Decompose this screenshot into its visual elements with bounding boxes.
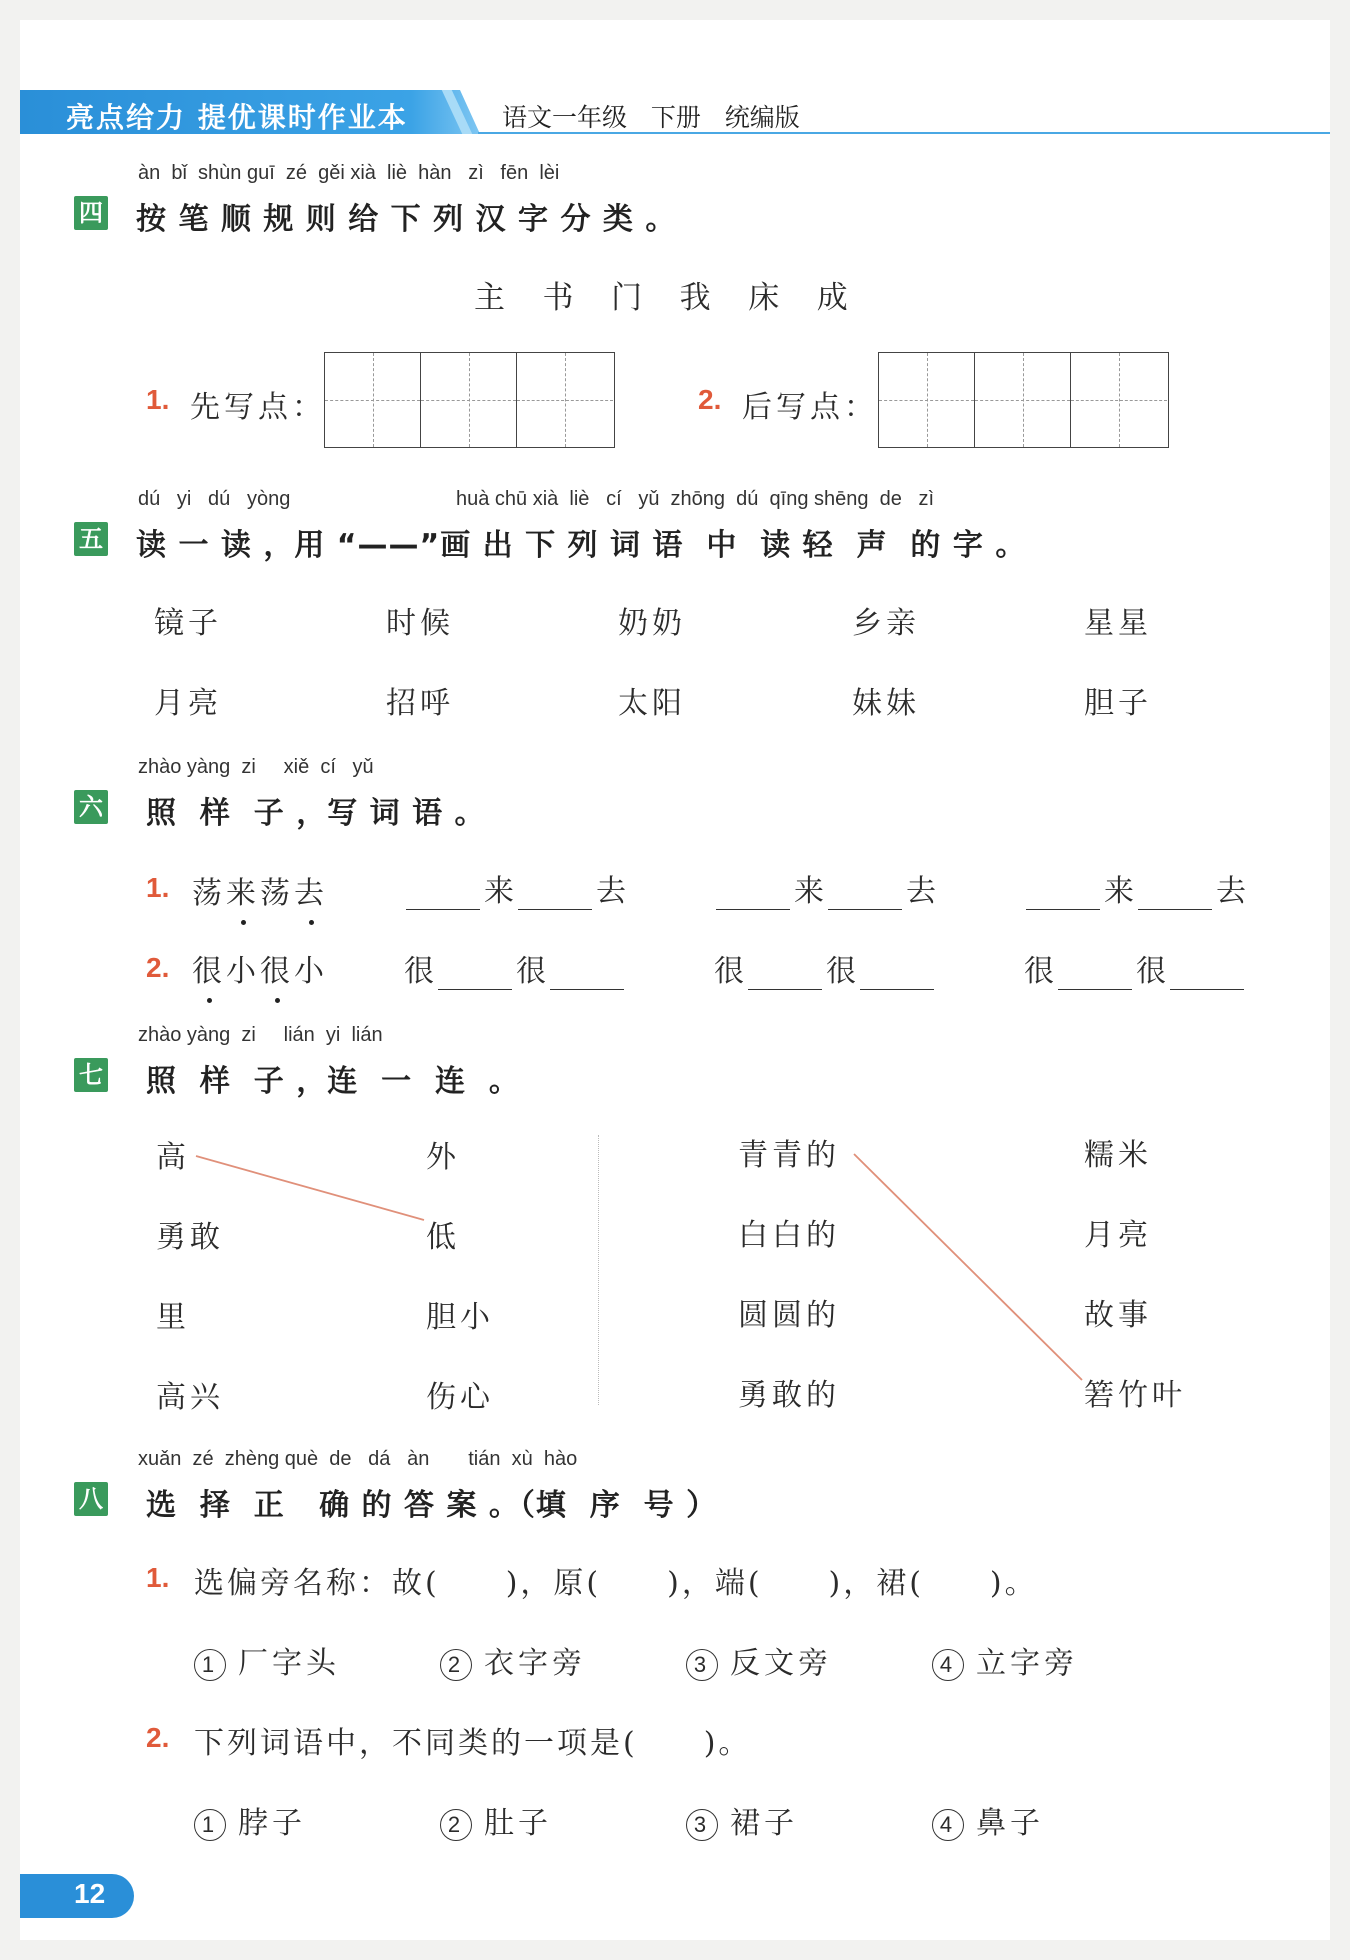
s7-right-item[interactable]: 青青的 [738,1138,840,1173]
volume-label: 下册 [650,103,701,132]
match-line-example [854,1154,1082,1380]
hen-char: 很 [714,954,744,989]
s5-word[interactable]: 妹妹 [852,686,920,721]
s8-heading: 选 择 正 确 的 答 案 。（填 序 号 ） [146,1488,718,1523]
section-4-badge: 四 [74,196,108,230]
s7-left-item[interactable]: 里 [156,1300,190,1335]
qu-char: 去 [596,874,626,909]
s4-q1-label: 先写点： [190,390,326,425]
option-text: 肚子 [484,1806,552,1841]
example-char: 来 [226,876,260,911]
circled-number: 1 [194,1809,226,1841]
s5-pinyin-a: dú yi dú yòng [138,488,291,510]
series-title: 亮点给力 提优课时作业本 [66,101,408,134]
s5-word[interactable]: 太阳 [618,686,686,721]
section-8-badge: 八 [74,1482,108,1516]
subject-label: 语文一年级 [502,103,628,132]
example-char: 很 [192,954,226,989]
s5-pinyin-b: huà chū xià liè cí yǔ zhōng dú qīng shēng de zì [456,488,935,510]
match-line-example [196,1156,424,1220]
s5-word[interactable]: 招呼 [386,686,454,721]
edition-label: 统编版 [724,103,800,132]
s6-pinyin: zhào yàng zi xiě cí yǔ [138,756,374,778]
page-number: 12 [74,1878,106,1909]
s5-heading: 读 一 读 ，用 “——”画 出 下 列 词 语 中 读 轻 声 的 字 。 [136,528,1027,563]
circled-number: 3 [686,1809,718,1841]
option-text: 立字旁 [976,1646,1078,1681]
circled-number: 2 [440,1649,472,1681]
s7-right-target[interactable]: 糯米 [1084,1138,1152,1173]
s8-q2-option [440,1798,552,1842]
lai-char: 来 [794,874,824,909]
s7-left-target[interactable]: 外 [426,1140,460,1175]
s7-pinyin: zhào yàng zi lián yi lián [138,1024,383,1046]
s8-pinyin: xuǎn zé zhèng què de dá àn tián xù hào [138,1448,578,1470]
option-text: 反文旁 [730,1646,832,1681]
hen-char: 很 [1024,954,1054,989]
circled-number: 4 [932,1649,964,1681]
lai-char: 来 [484,874,514,909]
option-text: 脖子 [238,1806,306,1841]
s6-q2-number: 2. [146,952,170,983]
s8-q2-option [194,1798,306,1842]
circled-number: 1 [194,1649,226,1681]
example-char: 荡 [192,876,226,911]
s8-q1-number: 1. [146,1562,170,1593]
example-char: 去 [294,876,328,911]
s7-heading: 照 样 子 ，连 一 连 。 [146,1064,520,1099]
s5-word[interactable]: 胆子 [1084,686,1152,721]
s5-word[interactable]: 乡亲 [852,606,920,641]
s7-right-item[interactable]: 圆圆的 [738,1298,840,1333]
hen-char: 很 [826,954,856,989]
qu-char: 去 [906,874,936,909]
s5-word[interactable]: 镜子 [154,606,222,641]
s7-left-target[interactable]: 胆小 [426,1300,494,1335]
s4-pinyin: àn bǐ shùn guī zé gěi xià liè hàn zì fēn lèi [138,162,560,184]
section-5-badge: 五 [74,522,108,556]
s4-char-list: 主 书 门 我 床 成 [474,280,850,316]
hen-char: 很 [516,954,546,989]
option-text: 裙子 [730,1806,798,1841]
s7-left-target[interactable]: 伤心 [426,1380,494,1415]
s7-right-target[interactable]: 箬竹叶 [1084,1378,1186,1413]
s5-word[interactable]: 月亮 [154,686,222,721]
s8-q2-option [932,1798,1044,1842]
s7-right-item[interactable]: 勇敢的 [738,1378,840,1413]
s4-q2-number: 2. [698,384,722,415]
s7-left-item[interactable]: 高 [156,1140,190,1175]
hen-char: 很 [1136,954,1166,989]
hen-char: 很 [404,954,434,989]
circled-number: 3 [686,1649,718,1681]
section-6-badge: 六 [74,790,108,824]
s7-right-target[interactable]: 故事 [1084,1298,1152,1333]
example-char: 很 [260,954,294,989]
section-7-badge: 七 [74,1058,108,1092]
example-char: 小 [226,954,260,989]
lai-char: 来 [1104,874,1134,909]
s8-q1-question[interactable]: 选偏旁名称：故( )，原( )，端( )，裙( )。 [194,1566,1038,1601]
s8-q1-option [686,1638,832,1682]
s8-q1-option [194,1638,340,1682]
s6-heading: 照 样 子 ，写 词 语 。 [146,796,486,831]
s6-q1-number: 1. [146,872,170,903]
option-text: 厂字头 [238,1646,340,1681]
s4-heading: 按 笔 顺 规 则 给 下 列 汉 字 分 类 。 [136,202,677,237]
s7-left-item[interactable]: 勇敢 [156,1220,224,1255]
s4-q2-label: 后写点： [742,390,878,425]
example-char: 荡 [260,876,294,911]
s8-q2-question[interactable]: 下列词语中，不同类的一项是( )。 [194,1726,752,1761]
circled-number: 4 [932,1809,964,1841]
s5-word[interactable]: 奶奶 [618,606,686,641]
qu-char: 去 [1216,874,1246,909]
s8-q2-option [686,1798,798,1842]
s5-word[interactable]: 星星 [1084,606,1152,641]
s8-q2-number: 2. [146,1722,170,1753]
option-text: 衣字旁 [484,1646,586,1681]
s4-q1-number: 1. [146,384,170,415]
s8-q1-option [932,1638,1078,1682]
s7-left-item[interactable]: 高兴 [156,1380,224,1415]
example-char: 小 [294,954,328,989]
s7-right-target[interactable]: 月亮 [1084,1218,1152,1253]
s5-word[interactable]: 时候 [386,606,454,641]
circled-number: 2 [440,1809,472,1841]
s8-q1-option [440,1638,586,1682]
s7-left-target[interactable]: 低 [426,1220,460,1255]
s7-right-item[interactable]: 白白的 [738,1218,840,1253]
option-text: 鼻子 [976,1806,1044,1841]
